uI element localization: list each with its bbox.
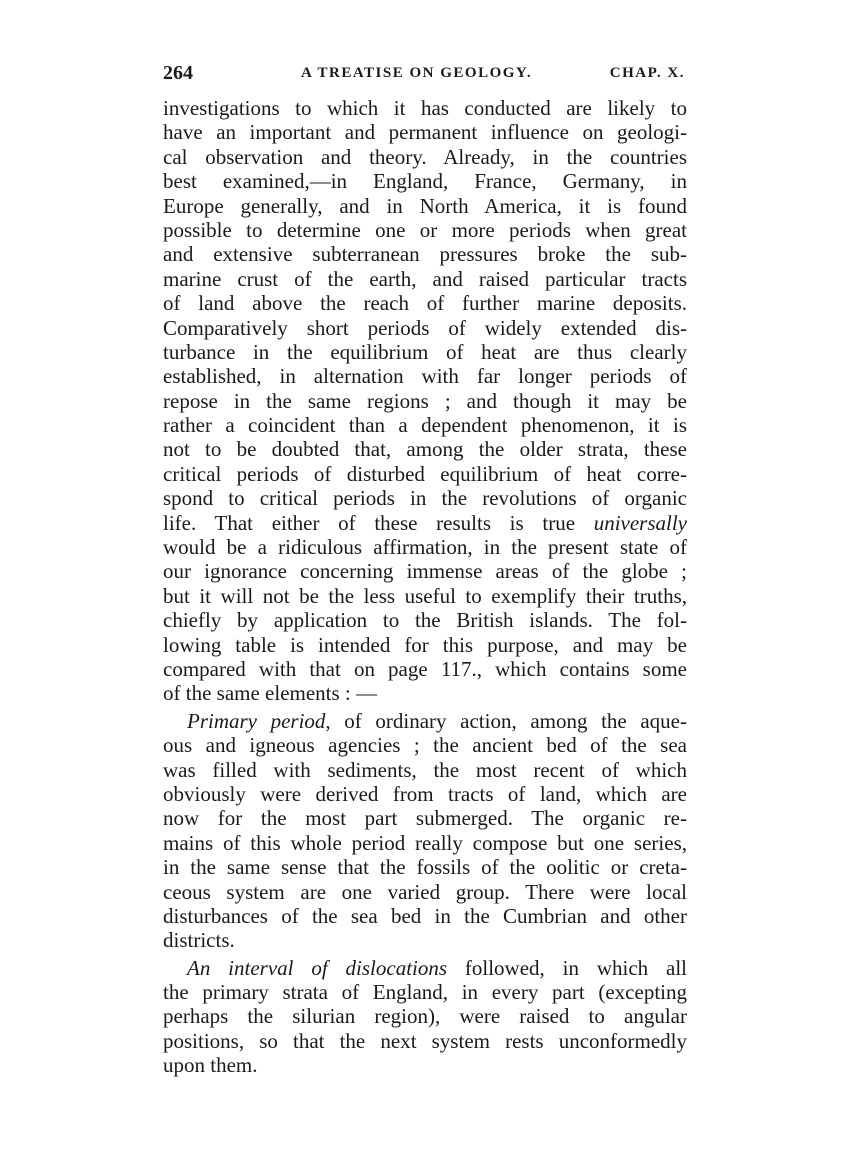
text-line: of the same elements : — <box>163 681 378 706</box>
italic-emphasis: Primary period, <box>187 708 331 733</box>
paragraph-start-line: Primary period, of ordinary action, among the aque- <box>187 708 687 733</box>
text-line: lowing table is intended for this purpose, and may be <box>163 632 687 657</box>
text-line: obviously were derived from tracts of land, which are <box>163 781 687 806</box>
page-number: 264 <box>163 62 193 84</box>
text-line: not to be doubted that, among the older strata, these <box>163 437 687 462</box>
text-line: spond to critical periods in the revolutions of organic <box>163 486 687 511</box>
text-line: perhaps the silurian region), were raised to angular <box>163 1004 687 1029</box>
text-line: compared with that on page 117., which contains some <box>163 656 687 681</box>
text-line: life. That either of these results is true universally <box>163 510 687 535</box>
body-text <box>163 96 687 1078</box>
text-line: turbance in the equilibrium of heat are thus clearly <box>163 339 687 364</box>
text-line: have an important and permanent influence on geologi- <box>163 120 687 145</box>
text-line: established, in alternation with far longer periods of <box>163 364 687 389</box>
text-line: now for the most part submerged. The organic re- <box>163 806 687 831</box>
text-line: Europe generally, and in North America, it is found <box>163 193 687 218</box>
paragraph-start-line: An interval of dislocations followed, in which all <box>187 955 688 980</box>
text-line: our ignorance concerning immense areas of the globe ; <box>163 559 687 584</box>
text-line: repose in the same regions ; and though it may be <box>163 388 687 413</box>
text-line: best examined,—in England, France, Germany, in <box>163 169 687 194</box>
text-line: Comparatively short periods of widely extended dis- <box>163 315 687 340</box>
text-line: investigations to which it has conducted are likely to <box>163 96 687 120</box>
text-line: the primary strata of England, in every part (excepting <box>163 980 687 1005</box>
running-title: A TREATISE ON GEOLOGY. <box>301 65 533 81</box>
text-line: ceous system are one varied group. There were local <box>163 879 687 904</box>
text-line: districts. <box>163 928 235 953</box>
text-line: was filled with sediments, the most recent of which <box>163 757 687 782</box>
text-line: mains of this whole period really compose but one series, <box>163 830 687 855</box>
text-line: ous and igneous agencies ; the ancient bed of the sea <box>163 733 687 758</box>
text-line: would be a ridiculous affirmation, in the present state of <box>163 535 687 560</box>
page-header <box>163 62 685 86</box>
text-line: possible to determine one or more periods when great <box>163 217 687 242</box>
text-line: in the same sense that the fossils of the oolitic or creta- <box>163 855 687 880</box>
text-line: critical periods of disturbed equilibrium of heat corre- <box>163 461 687 486</box>
text-line: positions, so that the next system rests unconformedly <box>163 1028 687 1053</box>
chapter-reference: CHAP. X. <box>609 65 685 81</box>
text-line: rather a coincident than a dependent phenomenon, it is <box>163 413 687 438</box>
text-line: disturbances of the sea bed in the Cumbrian and other <box>163 903 687 928</box>
text-line: cal observation and theory. Already, in the countries <box>163 144 687 169</box>
text-line: chiefly by application to the British islands. The fol- <box>163 608 687 633</box>
text-line: of land above the reach of further marine deposits. <box>163 291 687 316</box>
text-line: but it will not be the less useful to exemplify their truths, <box>163 583 687 608</box>
text-line: upon them. <box>163 1053 258 1078</box>
italic-emphasis: universally <box>593 510 687 535</box>
italic-emphasis: An interval of dislocations <box>187 955 448 980</box>
text-line: and extensive subterranean pressures broke the sub- <box>163 242 687 267</box>
text-line: marine crust of the earth, and raised particular tracts <box>163 266 687 291</box>
